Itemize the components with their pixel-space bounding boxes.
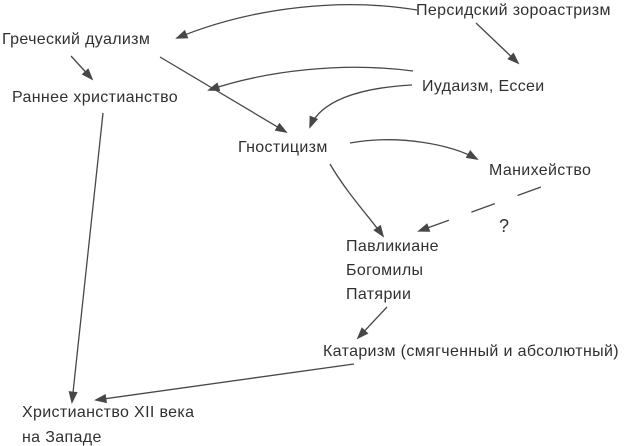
edge-greek-dualism-to-gnosticism <box>160 57 286 132</box>
edge-gnosticism-to-paulicians <box>330 164 383 236</box>
edge-manichaeism-to-paulicians-dashed <box>419 187 541 231</box>
edge-gnosticism-to-manichaeism <box>350 140 477 159</box>
edge-persian-zoroastrianism-to-judaism-essenes <box>476 23 518 63</box>
edge-persian-zoroastrianism-to-greek-dualism <box>177 5 417 38</box>
node-greek-dualism: Греческий дуализм <box>2 31 151 48</box>
edge-greek-dualism-to-early-christianity <box>71 56 92 79</box>
edge-early-christianity-to-christianity-12c <box>72 113 103 402</box>
node-paulicians-bogomils-patarenes <box>346 235 439 307</box>
node-persian-zoroastrianism: Персидский зороастризм <box>416 2 611 19</box>
edge-judaism-essenes-to-gnosticism <box>310 85 412 127</box>
edge-judaism-essenes-to-early-christianity <box>209 67 413 90</box>
node-manichaeism: Манихейство <box>489 162 592 179</box>
node-gnosticism: Гностицизм <box>238 139 328 156</box>
node-christianity-12c-line2: на Западе <box>22 429 102 446</box>
edge-paulicians-to-catharism <box>358 307 387 338</box>
node-christianity-12c-line1: Христианство XII века <box>22 404 195 421</box>
uncertainty-question-mark: ? <box>499 216 510 236</box>
node-bogomils-line: Богомилы <box>346 262 424 279</box>
node-patarenes-line: Патярии <box>346 286 412 303</box>
node-catharism: Катаризм (смягченный и абсолютный) <box>323 343 619 360</box>
edge-catharism-to-christianity-12c <box>96 364 354 400</box>
node-judaism-essenes: Иудаизм, Ессеи <box>422 78 545 95</box>
node-paulicians-line: Павликиане <box>346 238 439 255</box>
node-christianity-12c-west <box>22 400 194 446</box>
node-early-christianity: Раннее христианство <box>12 89 178 106</box>
